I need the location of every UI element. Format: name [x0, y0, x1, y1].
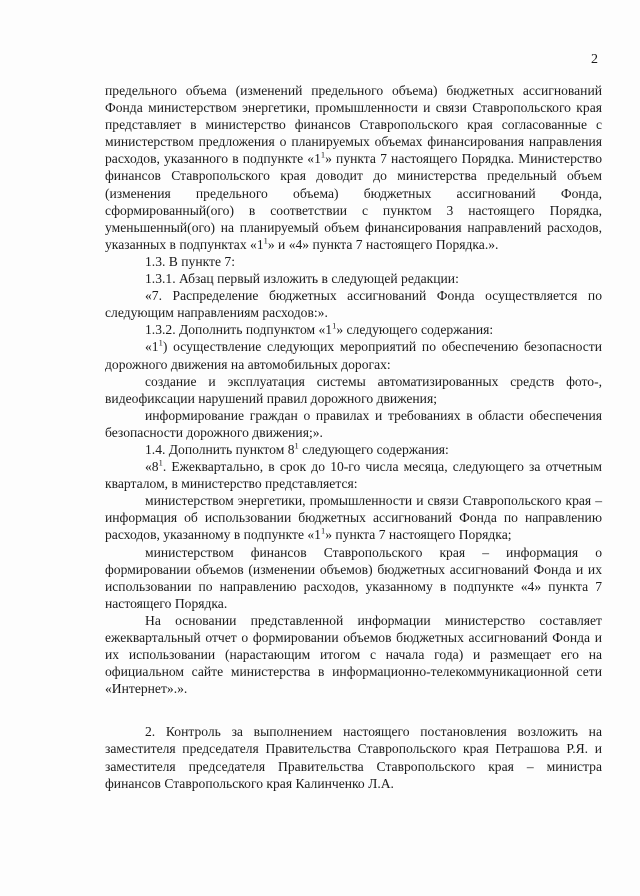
paragraph [105, 612, 602, 697]
text-run: «7. Распределение бюджетных ассигнований Фонда осуществляется по следующим направлениям расходов:». [105, 288, 602, 321]
paragraph [105, 544, 602, 612]
superscript: 1 [332, 320, 337, 331]
paragraph [105, 492, 602, 543]
text-run: министерством энергетики, промышленности и связи Ставропольского края – информация об использовании бюджетных ассигнований Фонда по направлению расходов, указанному в подпункте «1 [105, 493, 602, 543]
superscript: 1 [294, 440, 299, 451]
text-run: «8 [145, 459, 159, 475]
document-body [105, 82, 602, 792]
paragraph [105, 407, 602, 441]
text-run: ) осуществление следующих мероприятий по обеспечению безопасности дорожного движения на автомобильных дорогах: [105, 339, 602, 372]
superscript: 1 [158, 337, 163, 348]
text-run: » пункта 7 настоящего Порядка. Министерство финансов Ставропольского края доводит до министерства предельный объем (изменения предельного объема) бюджетных ассигнований Фонда, сформированный(ого) в соответствии с пунктом 3 настоящего Порядка, уменьшенный(ого) на планируемый объем финансирования направлений расходов, указанных в подпунктах «1 [105, 151, 603, 252]
paragraph [105, 441, 602, 458]
paragraph [105, 723, 602, 791]
text-run: » и «4» пункта 7 настоящего Порядка.». [267, 236, 499, 252]
paragraph [105, 287, 602, 321]
text-run: 1.4. Дополнить пунктом 8 [145, 441, 295, 457]
paragraph [105, 253, 602, 270]
paragraph [105, 373, 602, 407]
text-run: создание и эксплуатация системы автоматизированных средств фото-, видеофиксации нарушений правил дорожного движения; [105, 373, 602, 406]
superscript: 1 [320, 149, 326, 160]
text-run: министерством финансов Ставропольского края – информация о формировании объемов (изменении объемов) бюджетных ассигнований Фонда и их использовании по направлению расходов, указанному в подпункте «4» пункта 7 настоящего Порядка. [105, 544, 602, 611]
paragraph [105, 458, 602, 492]
text-run: следующего содержания: [298, 441, 449, 457]
paragraph-gap [105, 697, 602, 723]
superscript: 1 [263, 235, 268, 246]
text-run: «1 [145, 339, 159, 355]
paragraph [105, 321, 602, 338]
text-run: предельного объема (изменений предельного объема) бюджетных ассигнований Фонда министерством энергетики, промышленности и связи Ставропольского края представляет в министерство финансов Ставропольского края согласованные с министерством предложения о планируемых объемах финансирования направления расходов, указанного в подпункте «1 [105, 83, 602, 167]
paragraph [105, 82, 602, 253]
text-run: 1.3. В пункте 7: [145, 253, 235, 269]
text-run: » следующего содержания: [336, 322, 494, 338]
page-number: 2 [591, 52, 598, 67]
text-run: 1.3.2. Дополнить подпунктом «1 [145, 322, 333, 338]
text-run: информирование граждан о правилах и требованиях в области обеспечения безопасности дорожного движения;». [105, 407, 602, 440]
text-run: 2. Контроль за выполнением настоящего постановления возложить на заместителя председателя Правительства Ставропольского края Петрашова Р.Я. и заместителя председателя Правительства Ставропольского края – министра финансов Ставропольского края Калинченко Л.А. [105, 724, 602, 791]
text-run: На основании представленной информации министерство составляет ежеквартальный отчет о формировании объемов бюджетных ассигнований Фонда и их использовании (нарастающим итогом с начала года) и размещает его на официальном сайте министерства в информационно-телекоммуникационной сети «Интернет».». [105, 612, 602, 697]
text-run: 1.3.1. Абзац первый изложить в следующей редакции: [145, 271, 459, 287]
paragraph [105, 338, 602, 372]
superscript: 1 [158, 457, 163, 468]
text-run: . Ежеквартально, в срок до 10-го числа месяца, следующего за отчетным кварталом, в министерство представляется: [105, 459, 602, 492]
paragraph [105, 270, 602, 287]
text-run: » пункта 7 настоящего Порядка; [325, 527, 512, 543]
superscript: 1 [320, 525, 326, 536]
